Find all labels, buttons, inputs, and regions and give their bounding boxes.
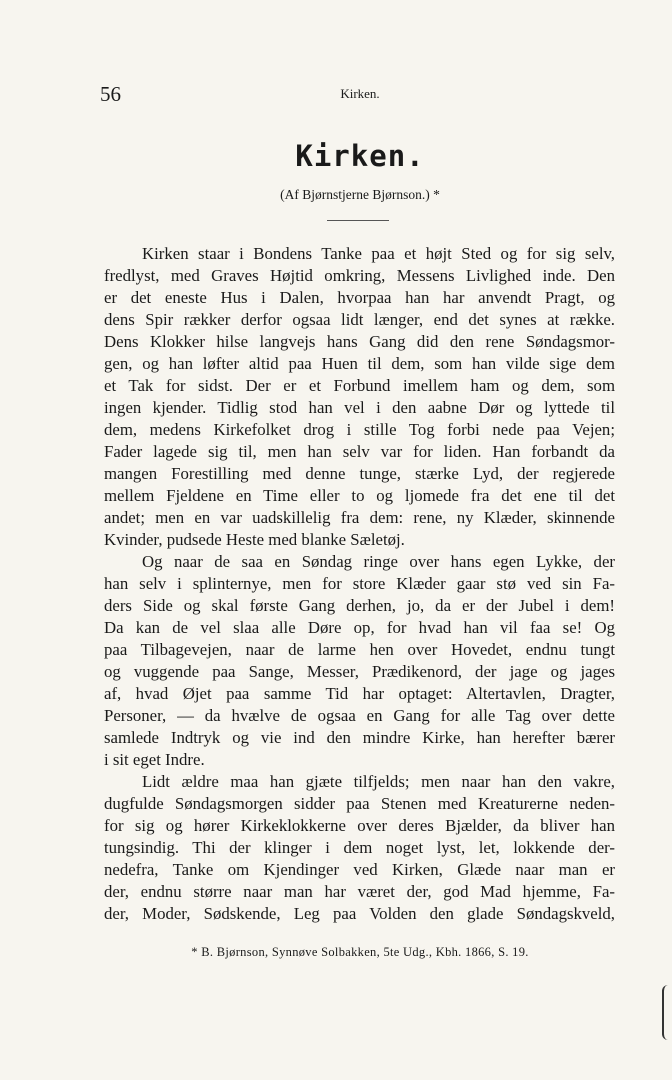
footnote: * B. Bjørnson, Synnøve Solbakken, 5te Udg., Kbh. 1866, S. 19. [191,945,529,959]
text-line: af, hvad Øjet paa samme Tid har optaget: Altertavlen, Dragter, [104,684,615,703]
text-line: Kirken staar i Bondens Tanke paa et højt Sted og for sig selv, [142,244,615,263]
text-line: tungsindig. Thi der klinger i dem noget lyst, let, lokkende der- [104,838,615,857]
text-line: han selv i splinternye, men for store Klæder gaar stø ved sin Fa- [104,574,615,593]
text-line: et Tak for sidst. Der er et Forbund imellem ham og dem, som [104,376,615,395]
text-line: andet; men en var uadskillelig fra dem: rene, ny Klæder, skinnende [104,508,615,527]
body-text [104,243,615,925]
text-line: gen, og han løfter altid paa Huen til dem, som han vilde sige dem [104,354,615,373]
running-head: Kirken. [340,86,380,101]
text-line: paa Tilbagevejen, naar de larme hen over Hovedet, endnu tungt [104,640,615,659]
text-line: Personer, — da hvælve de ogsaa en Gang for alle Tag over dette [104,706,615,725]
text-line: og vuggende paa Sange, Messer, Prædikenord, der jage og jages [104,662,615,681]
text-line: fredlyst, med Graves Højtid omkring, Messens Livlighed inde. Den [104,266,615,285]
title-rule [327,220,389,221]
text-line: ders Side og skal første Gang derhen, jo, da er der Jubel i dem! [104,596,615,615]
article-byline: (Af Bjørnstjerne Bjørnson.) * [280,187,440,202]
page-number: 56 [100,82,121,106]
text-line: ingen kjender. Tidlig stod han vel i den aabne Dør og lyttede til [104,398,615,417]
text-line: Dens Klokker hilse langvejs hans Gang did den rene Søndagsmor- [104,332,615,351]
text-line: dens Spir rækker derfor ogsaa lidt længer, end det synes at række. [104,310,615,329]
article-title: Kirken. [295,139,425,173]
page-edge-mark [662,985,670,1040]
text-line: Kvinder, pudsede Heste med blanke Sæletøj. [104,530,405,549]
text-line: Lidt ældre maa han gjæte tilfjelds; men naar han den vakre, [142,772,615,791]
text-line: mangen Forestilling med denne tunge, stærke Lyd, der regjerede [104,464,615,483]
text-line: dugfulde Søndagsmorgen sidder paa Stenen med Kreaturerne neden- [104,794,615,813]
text-line: der, Moder, Sødskende, Leg paa Volden den glade Søndagskveld, [104,904,615,923]
text-line: er det eneste Hus i Dalen, hvorpaa han har anvendt Pragt, og [104,288,615,307]
text-line: samlede Indtryk og vie ind den mindre Kirke, han herefter bærer [104,728,615,747]
text-line: i sit eget Indre. [104,750,205,769]
text-line: Da kan de vel slaa alle Døre op, for hvad han vil faa se! Og [104,618,615,637]
text-line: Og naar de saa en Søndag ringe over hans egen Lykke, der [142,552,615,571]
text-line: Fader lagede sig til, men han selv var for liden. Han forbandt da [104,442,615,461]
text-line: der, endnu større naar man har været der, god Mad hjemme, Fa- [104,882,615,901]
text-line: dem, medens Kirkefolket drog i stille Tog forbi nede paa Vejen; [104,420,615,439]
text-line: mellem Fjeldene en Time eller to og ljomede fra det ene til det [104,486,615,505]
text-line: for sig og hører Kirkeklokkerne over deres Bjælder, da bliver han [104,816,615,835]
text-line: nedefra, Tanke om Kjendinger ved Kirken, Glæde naar man er [104,860,615,879]
